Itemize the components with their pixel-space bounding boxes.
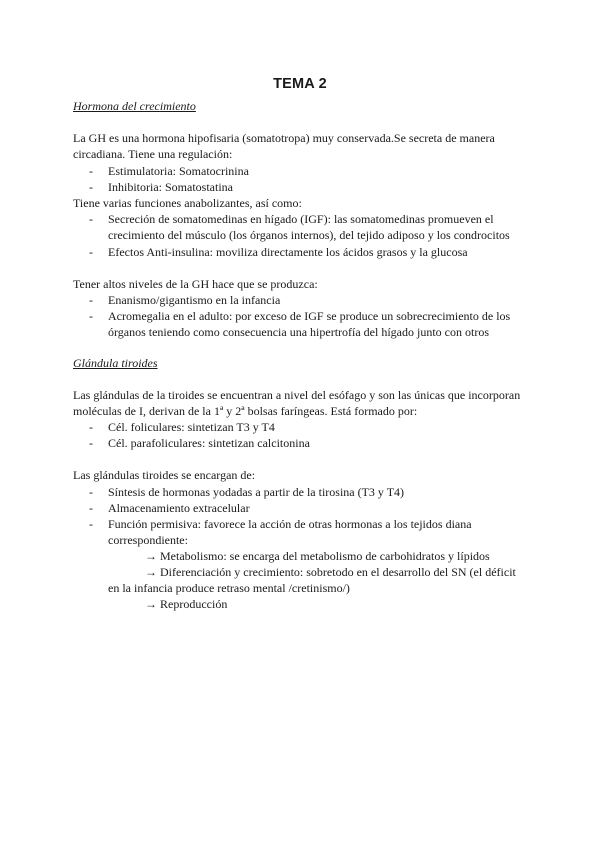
page-title: TEMA 2: [273, 76, 327, 92]
list-item: Secreción de somatomedinas en hígado (IGF): las somatomedinas promueven el: [108, 212, 494, 226]
paragraph-line: Las glándulas tiroides se encargan de:: [73, 468, 256, 482]
bullet-dash: -: [89, 309, 93, 323]
paragraph-line: Tener altos niveles de la GH hace que se produzca:: [73, 277, 318, 291]
arrow-list-item: → Diferenciación y crecimiento: sobretodo en el desarrollo del SN (el déficit: [145, 565, 516, 579]
bullet-dash: -: [89, 517, 93, 531]
list-item-continuation: crecimiento del músculo (los órganos internos), del tejido adiposo y los condrocitos: [108, 228, 510, 242]
bullet-dash: -: [89, 485, 93, 499]
list-item: Enanismo/gigantismo en la infancia: [108, 293, 281, 307]
arrow-list-item: → Metabolismo: se encarga del metabolismo de carbohidratos y lípidos: [145, 549, 490, 563]
paragraph-line: La GH es una hormona hipofisaria (somatotropa) muy conservada.Se secreta de manera: [73, 131, 495, 145]
section-heading-growth-hormone: Hormona del crecimiento: [73, 99, 196, 113]
list-item: Síntesis de hormonas yodadas a partir de la tirosina (T3 y T4): [108, 485, 405, 499]
bullet-dash: -: [89, 180, 93, 194]
paragraph-line: Las glándulas de la tiroides se encuentran a nivel del esófago y son las únicas que incorporan: [73, 388, 521, 402]
list-item: Cél. parafoliculares: sintetizan calcitonina: [108, 436, 310, 450]
section-heading-thyroid: Glándula tiroides: [73, 356, 158, 370]
bullet-dash: -: [89, 501, 93, 515]
list-item: Inhibitoria: Somatostatina: [108, 180, 233, 194]
bullet-dash: -: [89, 164, 93, 178]
bullet-dash: -: [89, 436, 93, 450]
list-item-continuation: correspondiente:: [108, 533, 188, 547]
list-item: Estimulatoria: Somatocrinina: [108, 164, 249, 178]
bullet-dash: -: [89, 293, 93, 307]
paragraph-line: circadiana. Tiene una regulación:: [73, 147, 233, 161]
arrow-list-item: → Reproducción: [145, 597, 228, 611]
paragraph-line: Tiene varias funciones anabolizantes, así como:: [73, 196, 302, 210]
list-item: Efectos Anti-insulina: moviliza directamente los ácidos grasos y la glucosa: [108, 245, 468, 259]
list-item: Almacenamiento extracelular: [108, 501, 250, 515]
list-item: Función permisiva: favorece la acción de otras hormonas a los tejidos diana: [108, 517, 472, 531]
list-item: Acromegalia en el adulto: por exceso de IGF se produce un sobrecrecimiento de los: [108, 309, 511, 323]
paragraph-line: moléculas de I, derivan de la 1ª y 2ª bolsas faríngeas. Está formado por:: [73, 404, 418, 418]
list-item: Cél. foliculares: sintetizan T3 y T4: [108, 420, 275, 434]
bullet-dash: -: [89, 212, 93, 226]
list-item-continuation: órganos teniendo como consecuencia una hipertrofía del hígado junto con otros: [108, 325, 489, 339]
bullet-dash: -: [89, 245, 93, 259]
bullet-dash: -: [89, 420, 93, 434]
arrow-list-item-continuation: en la infancia produce retraso mental /cretinismo/): [108, 581, 350, 595]
